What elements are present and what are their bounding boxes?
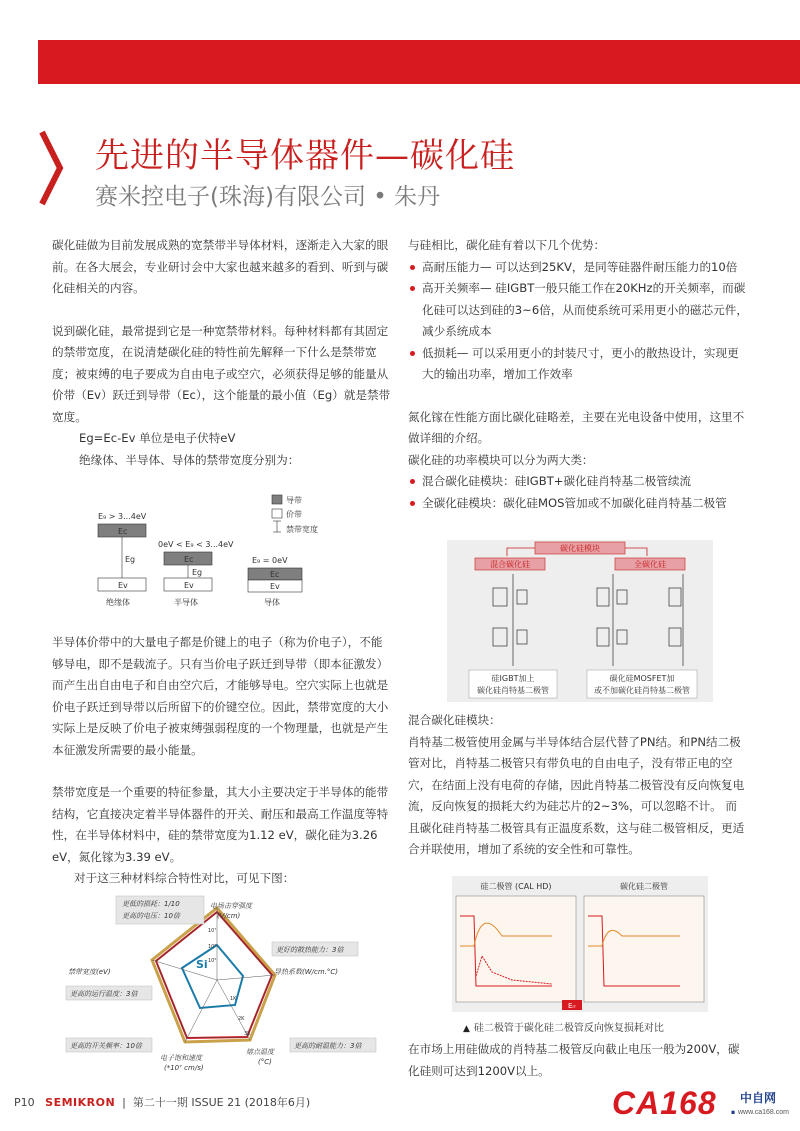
paragraph: 碳化硅的功率模块可以分为两大类： [408,452,594,467]
insulator-label: 绝缘体 [106,598,130,607]
right-column [408,235,748,514]
axis-label: 导热系数(W/cm.°C) [274,968,339,976]
paragraph: 肖特基二极管使用金属与半导体结合层代替了PN结。和PN结二极管对比，肖特基二极管只有带负电的自由电子，没有带正电的空穴，在结面上没有电荷的存储，因此肖特基二极管没有反向恢复电流，反向恢复的损耗大约为硅芯片的2~3%，可以忽略不计。 而且碳化硅肖特基二极管具有正温度系数，这与硅二极管相反，更适合并联使用，增加了系统的安全性和可靠性。 [408,734,745,856]
semi-label: 半导体 [174,598,198,607]
radar-note: 更低的损耗：1/10 [122,900,180,908]
paragraph: 与硅相比，碳化硅有着以下几个优势： [408,238,606,252]
left-column-2 [52,632,392,890]
triangle-icon: ▲ [463,1024,470,1034]
formula: Eg=Ec-Ev 单位是电子伏特eV [79,431,236,445]
right-column-2 [408,710,748,861]
page-title: 先进的半导体器件—碳化硅 [95,136,515,176]
scope-title-si: 硅二极管 (CAL HD) [480,882,552,891]
radar-note: 更高的电压：10倍 [122,912,180,920]
right-column-3 [408,1039,748,1082]
conductor-condition: E₉ = 0eV [252,556,288,565]
insulator-condition: E₉ > 3...4eV [98,512,147,521]
full-sic-label: 全碳化硅 [634,560,666,569]
page-subtitle: 赛米控电子(珠海)有限公司 • 朱丹 [95,184,441,210]
logo-url: www.ca168.com [738,1109,789,1116]
module-caption: 碳化硅肖特基二极管 [477,686,549,695]
radar-note: 更高的耐温能力：3倍 [294,1042,362,1050]
module-top-label: 碳化硅模块 [560,544,600,553]
tick-label: 1K [230,996,237,1002]
axis-label: (°C) [258,1058,272,1066]
list-item: 混合碳化硅模块：硅IGBT+碳化硅肖特基二极管续流 [408,471,748,493]
issue-info: 第二十一期 ISSUE 21 (2018年6月) [132,1096,311,1109]
left-column [52,235,392,471]
logo-main: CA168 [612,1085,717,1121]
err-marker: Eᵣᵣ [567,1002,577,1010]
tick-label: 2K [238,1016,245,1022]
legend-valence: 价带 [286,510,302,519]
scope-title-sic: 碳化硅二极管 [620,882,668,891]
paragraph: 半导体价带中的大量电子都是价键上的电子（称为价电子），不能够导电，即不是载流子。只有当价电子跃迁到导带（即本征激发）而产生出自由电子和自由空穴后，才能够导电。空穴实际上也就是价电子跃迁到导带以后所留下的价键空位。因此，禁带宽度的大小实际上是反映了价电子被束缚强弱程度的一个物理量，也就是产生本征激发所需要的最小能量。 [52,635,389,757]
ca168-logo [612,1084,792,1122]
ec-label: Ec [270,570,280,579]
module-caption: 硅IGBT加上 [491,674,535,683]
paragraph: 氮化镓在性能方面比碳化硅略差，主要在光电设备中使用，这里不做详细的介绍。 [408,409,745,445]
radar-note: 更高的开关频率：10倍 [70,1042,142,1050]
eg-label: Eg [125,555,136,564]
paragraph: 碳化硅做为目前发展成熟的宽禁带半导体材料，逐渐走入大家的眼前。在各大展会，专业研讨会中大家也越来越多的看到、听到与碳化硅相关的内容。 [52,238,389,295]
oscilloscope-comparison [452,876,708,1012]
header-red-bar [38,40,800,84]
list-item: 高耐压能力— 可以达到25KV，是同等硅器件耐压能力的10倍 [408,257,748,279]
radar-note: 更高的运行温度：3倍 [70,990,138,998]
paragraph: 绝缘体、半导体、导体的禁带宽度分别为： [79,452,300,467]
logo-cn: 中自网 [740,1091,777,1105]
paragraph: 说到碳化硅，最常提到它是一种宽禁带材料。每种材料都有其固定的禁带宽度，在说清楚碳化硅的特性前先解释一下什么是禁带宽度；被束缚的电子要成为自由电子或空穴，必须获得足够的能量从价带（Ev）跃迁到导带（Ec），这个能量的最小值（Eg）就是禁带宽度。 [52,323,391,424]
logo-dot: . [730,1094,737,1119]
paragraph: 对于这三种材料综合特性对比，可见下图： [74,871,295,885]
band-gap-diagram [92,492,352,614]
hybrid-label: 混合碳化硅 [490,560,530,569]
caption-text: 硅二极管于碳化硅二极管反向恢复损耗对比 [473,1023,664,1034]
material-radar-chart [60,890,390,1080]
module-caption: 或不加碳化硅肖特基二极管 [594,686,690,695]
ec-label: Ec [184,555,194,564]
axis-label: 电子饱和速度 [160,1054,202,1062]
tick-label: 10⁶ [208,944,217,950]
semi-condition: 0eV < E₉ < 3...4eV [158,540,234,549]
radar-note: 更好的散热能力：3倍 [276,946,344,954]
paragraph: 禁带宽度是一个重要的特征参量，其大小主要决定于半导体的能带结构，它直接决定着半导体器件的开关、耐压和最高工作温度等特性，在半导体材料中，硅的禁带宽度为1.12 eV，碳化硅为3.26 eV，氮化镓为3.39 eV。 [52,785,389,864]
ev-label: Ev [270,582,280,591]
ec-label: Ec [118,527,128,536]
eg-label: Eg [192,568,203,577]
axis-label: 禁带宽度(eV) [68,968,111,976]
tick-label: 10⁵ [208,958,217,964]
legend-gap: 禁带宽度 [286,525,318,534]
paragraph: 混合碳化硅模块： [408,713,501,727]
ev-label: Ev [184,581,194,590]
chevron-icon [36,128,66,208]
conductor-label: 导体 [264,598,280,607]
axis-label: (*10⁷ cm/s) [164,1064,204,1072]
page-footer: P10 SEMIKRON | 第二十一期 ISSUE 21 (2018年6月) [14,1096,311,1109]
list-item: 全碳化硅模块：碳化硅MOS管加或不加碳化硅肖特基二极管 [408,493,748,515]
tick-label: 3K [244,1031,251,1037]
axis-label: (V/cm) [217,912,241,920]
axis-label: 电场击穿强度 [210,902,252,910]
tick-label: 10⁷ [208,928,217,934]
list-item: 低损耗— 可以采用更小的封装尺寸，更小的散热设计，实现更大的输出功率，增加工作效率 [408,343,748,386]
paragraph: 在市场上用硅做成的肖特基二极管反向截止电压一般为200V，碳化硅则可达到1200V以上。 [408,1042,740,1078]
si-label: Si [196,958,208,971]
axis-label: 熔点温度 [246,1048,274,1056]
list-item: 高开关频率— 硅IGBT一般只能工作在20KHz的开关频率，而碳化硅可以达到硅的3~6倍，从而使系统可采用更小的磁芯元件，减少系统成本 [408,278,748,343]
legend-conduction: 导带 [286,496,302,505]
page-number: P10 [14,1096,35,1109]
ev-label: Ev [118,581,128,590]
sic-module-figure [447,540,713,702]
figure-caption [463,1019,664,1034]
module-caption: 碳化硅MOSFET加 [609,674,675,683]
brand-name: SEMIKRON [45,1096,116,1109]
